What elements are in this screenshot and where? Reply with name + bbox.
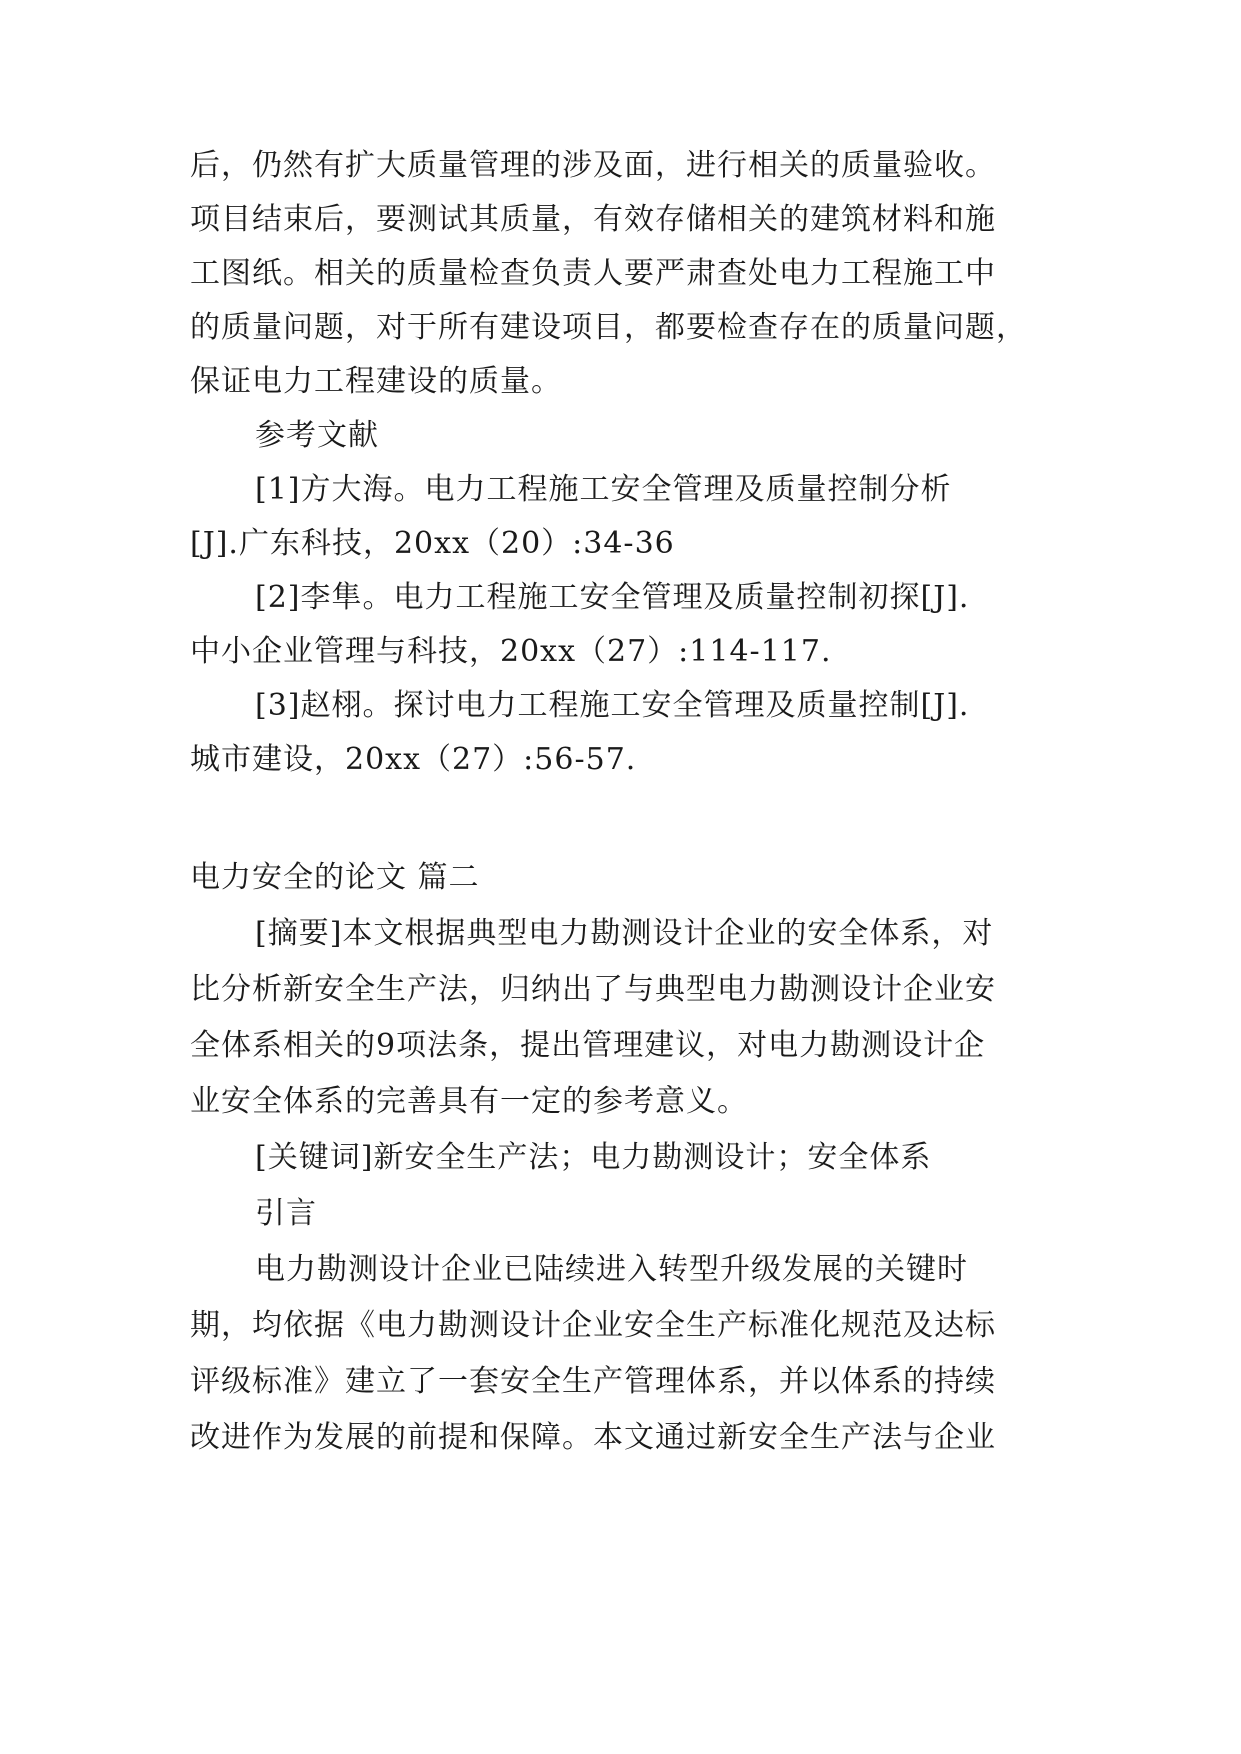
paragraph-line: 的质量问题，对于所有建设项目，都要检查存在的质量问题， — [190, 310, 1027, 345]
abstract-line: [摘要]本文根据典型电力勘测设计企业的安全体系，对 — [255, 916, 994, 951]
intro-heading: 引言 — [255, 1196, 317, 1231]
reference-item-1-line1: [1]方大海。电力工程施工安全管理及质量控制分析 — [255, 472, 952, 507]
intro-line: 改进作为发展的前提和保障。本文通过新安全生产法与企业 — [190, 1420, 996, 1455]
section-title: 电力安全的论文 篇二 — [190, 860, 480, 895]
paragraph-line: 后，仍然有扩大质量管理的涉及面，进行相关的质量验收。 — [190, 148, 996, 183]
references-heading: 参考文献 — [255, 418, 379, 453]
reference-item-3-line1: [3]赵栩。探讨电力工程施工安全管理及质量控制[J]. — [255, 688, 970, 723]
intro-line: 评级标准》建立了一套安全生产管理体系，并以体系的持续 — [190, 1364, 996, 1399]
reference-item-3-line2: 城市建设，20xx（27）:56-57. — [190, 742, 637, 777]
intro-line: 电力勘测设计企业已陆续进入转型升级发展的关键时 — [255, 1252, 968, 1287]
keywords-line: [关键词]新安全生产法；电力勘测设计；安全体系 — [255, 1140, 932, 1175]
reference-item-2-line2: 中小企业管理与科技，20xx（27）:114-117. — [190, 634, 832, 669]
paragraph-line: 工图纸。相关的质量检查负责人要严肃查处电力工程施工中 — [190, 256, 996, 291]
reference-item-1-line2: [J].广东科技，20xx（20）:34-36 — [190, 526, 675, 561]
abstract-line: 业安全体系的完善具有一定的参考意义。 — [190, 1084, 748, 1119]
paragraph-line: 保证电力工程建设的质量。 — [190, 364, 562, 399]
paragraph-line: 项目结束后，要测试其质量，有效存储相关的建筑材料和施 — [190, 202, 996, 237]
reference-item-2-line1: [2]李隼。电力工程施工安全管理及质量控制初探[J]. — [255, 580, 970, 615]
abstract-line: 全体系相关的9项法条，提出管理建议，对电力勘测设计企 — [190, 1028, 986, 1063]
abstract-line: 比分析新安全生产法，归纳出了与典型电力勘测设计企业安 — [190, 972, 996, 1007]
intro-line: 期，均依据《电力勘测设计企业安全生产标准化规范及达标 — [190, 1308, 996, 1343]
